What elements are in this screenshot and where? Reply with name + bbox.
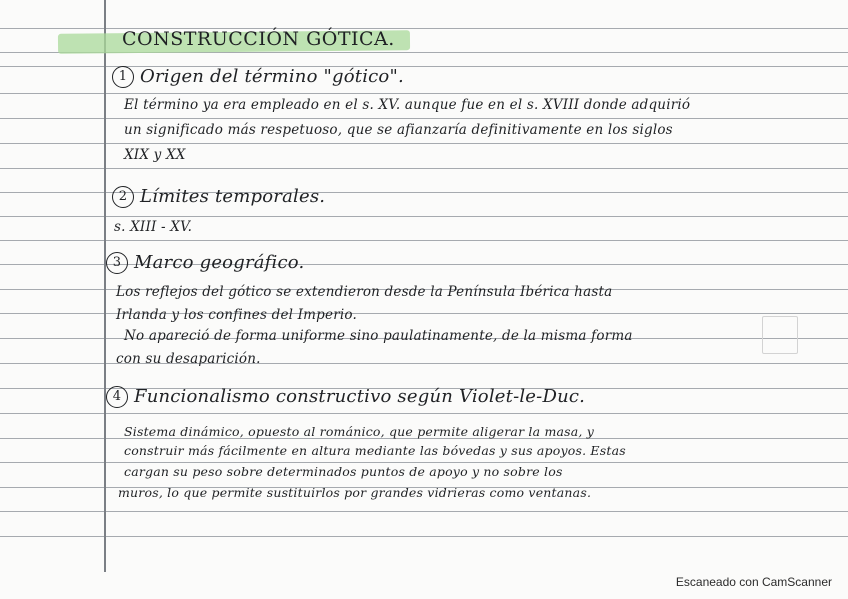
section-number: 1 [112, 66, 134, 88]
section-1-line: XIX y XX [124, 147, 186, 163]
section-2-heading [112, 186, 325, 208]
section-3-line: con su desaparición. [116, 351, 261, 367]
section-heading-text: Funcionalismo constructivo según Violet-le-Duc. [134, 386, 586, 407]
ruled-line [0, 511, 848, 512]
section-3-line: No apareció de forma uniforme sino paulatinamente, de la misma forma [124, 328, 633, 344]
ruled-line [0, 168, 848, 169]
section-heading-text: Marco geográfico. [134, 252, 305, 273]
scan-artifact [762, 316, 798, 354]
section-2-line: s. XIII - XV. [114, 219, 193, 235]
section-4-line: construir más fácilmente en altura mediante las bóvedas y sus apoyos. Estas [124, 443, 626, 458]
section-heading-text: Origen del término "gótico". [140, 66, 404, 87]
ruled-line [0, 462, 848, 463]
ruled-line [0, 216, 848, 217]
section-heading-text: Límites temporales. [140, 186, 326, 207]
section-4-line: Sistema dinámico, opuesto al románico, que permite aligerar la masa, y [124, 424, 595, 439]
section-3-line: Irlanda y los confines del Imperio. [116, 307, 357, 323]
ruled-line [0, 240, 848, 241]
ruled-line [0, 93, 848, 94]
ruled-line [0, 536, 848, 537]
margin-line [104, 0, 106, 572]
section-1-line: El término ya era empleado en el s. XV. aunque fue en el s. XVIII donde adquirió [124, 97, 691, 113]
section-1-line: un significado más respetuoso, que se afianzaría definitivamente en los siglos [124, 122, 673, 138]
ruled-line [0, 118, 848, 119]
section-3-line: Los reflejos del gótico se extendieron desde la Península Ibérica hasta [116, 284, 613, 300]
scanner-watermark: Escaneado con CamScanner [675, 575, 832, 589]
ruled-line [0, 413, 848, 414]
section-number: 3 [106, 252, 128, 274]
section-4-line: muros, lo que permite sustituirlos por grandes vidrieras como ventanas. [118, 485, 592, 500]
ruled-line [0, 143, 848, 144]
section-3-heading [106, 252, 304, 274]
section-1-heading [112, 66, 404, 88]
section-4-heading [106, 386, 585, 408]
section-number: 4 [106, 386, 128, 408]
section-number: 2 [112, 186, 134, 208]
page-title: CONSTRUCCIÓN GÓTICA. [122, 28, 395, 50]
section-4-line: cargan su peso sobre determinados puntos de apoyo y no sobre los [124, 464, 563, 479]
